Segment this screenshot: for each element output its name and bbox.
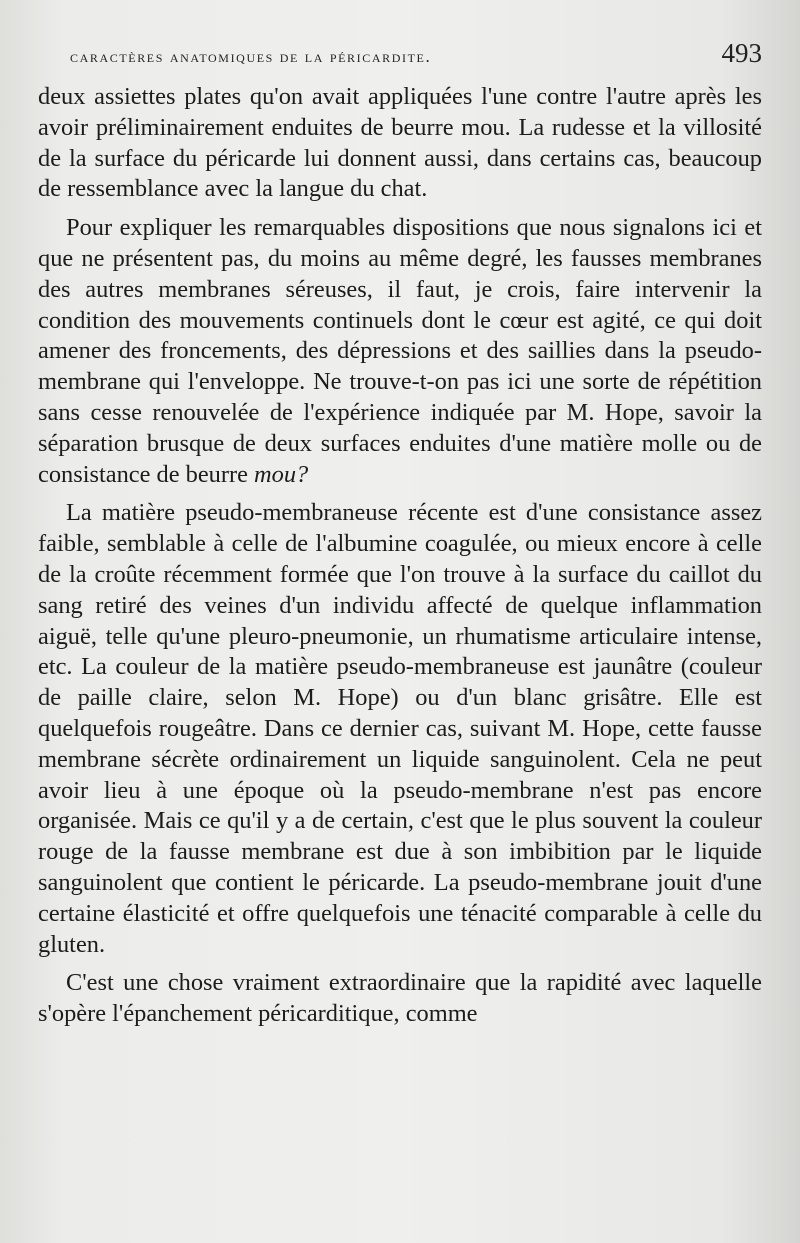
paragraph-text: Pour expliquer les remarquables dispositions que nous signalons ici et que ne présentent pas, du moins au même degré, les fausses membranes des autres membranes séreuses, il faut, je crois, faire intervenir la condition des mouvements continuels dont le cœur est agité, ce qui doit amener des froncements, des dépressions et des saillies dans la pseudo-membrane qui l'enveloppe. Ne trouve-t-on pas ici une sorte de répétition sans cesse renouvelée de l'expérience indiquée par M. Hope, savoir la séparation brusque de deux surfaces enduites d'une matière molle ou de consistance de beurre: [38, 214, 762, 488]
body-text: [38, 82, 766, 1030]
paragraph: [38, 968, 762, 1030]
paragraph: [38, 213, 762, 490]
paragraph: [38, 498, 762, 960]
paragraph-text: C'est une chose vraiment extraordinaire que la rapidité avec laquelle s'opère l'épanchement péricarditique, comme: [38, 969, 762, 1028]
paragraph-text: deux assiettes plates qu'on avait appliquées l'une contre l'autre après les avoir préliminairement enduites de beurre mou. La rudesse et la villosité de la surface du péricarde lui donnent aussi, dans certains cas, beaucoup de ressemblance avec la langue du chat.: [38, 83, 762, 203]
page-number: 493: [721, 38, 762, 68]
paragraph-continuation: [38, 82, 762, 205]
italic-word: mou?: [254, 460, 309, 488]
running-head: [38, 38, 766, 82]
running-title: caractères anatomiques de la péricardite.: [70, 47, 432, 66]
paragraph-text: La matière pseudo-membraneuse récente est d'une consistance assez faible, semblable à celle de l'albumine coagulée, ou mieux encore à celle de la croûte récemment formée que l'on trouve à la surface du caillot du sang retiré des veines d'un individu affecté de quelque inflammation aiguë, telle qu'une pleuro-pneumonie, un rhumatisme articulaire intense, etc. La couleur de la matière pseudo-membraneuse est jaunâtre (couleur de paille claire, selon M. Hope) ou d'un blanc grisâtre. Elle est quelquefois rougeâtre. Dans ce dernier cas, suivant M. Hope, cette fausse membrane sécrète ordinairement un liquide sanguinolent. Cela ne peut avoir lieu à une époque où la pseudo-membrane n'est pas encore organisée. Mais ce qu'il y a de certain, c'est que le plus souvent la couleur rouge de la fausse membrane est due à son imbibition par le liquide sanguinolent que contient le péricarde. La pseudo-membrane jouit d'une certaine élasticité et offre quelquefois une ténacité comparable à celle du gluten.: [38, 499, 762, 958]
